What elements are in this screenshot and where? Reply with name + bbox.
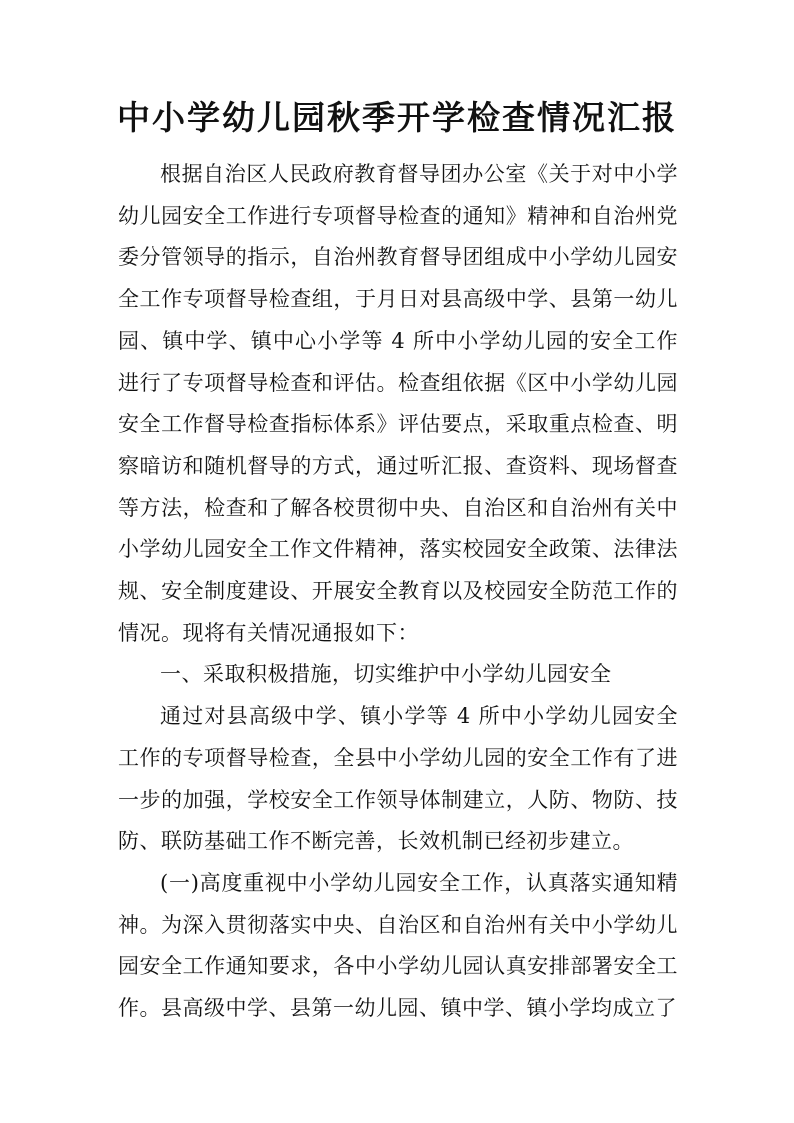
body-paragraph-summary: 通过对县高级中学、镇小学等 4 所中小学幼儿园安全工作的专项督导检查，全县中小学幼儿园的安全工作有了进一步的加强，学校安全工作领导体制建立，人防、物防、技防、联防基础工作不断完善，长效机制已经初步建立。	[118, 704, 678, 854]
section-heading-1: 一、采取积极措施，切实维护中小学幼儿园安全	[160, 662, 612, 687]
document-body	[118, 154, 678, 1030]
document-title: 中小学幼儿园秋季开学检查情况汇报	[117, 98, 677, 137]
body-paragraph-intro: 根据自治区人民政府教育督导团办公室《关于对中小学幼儿园安全工作进行专项督导检查的通知》精神和自治州党委分管领导的指示，自治州教育督导团组成中小学幼儿园安全工作专项督导检查组，于月日对县高级中学、县第一幼儿园、镇中学、镇中心小学等 4 所中小学幼儿园的安全工作进行了专项督导检查和评估。检查组依据《区中小学幼儿园安全工作督导检查指标体系》评估要点，采取重点检查、明察暗访和随机督导的方式，通过听汇报、查资料、现场督查等方法，检查和了解各校贯彻中央、自治区和自治州有关中小学幼儿园安全工作文件精神，落实校园安全政策、法律法规、安全制度建设、开展安全教育以及校园安全防范工作的情况。现将有关情况通报如下：	[118, 162, 678, 645]
body-paragraph-subsection-1: (一)高度重视中小学幼儿园安全工作，认真落实通知精神。为深入贯彻落实中央、自治区和自治州有关中小学幼儿园安全工作通知要求，各中小学幼儿园认真安排部署安全工作。县高级中学、县第一幼儿园、镇中学、镇小学均成立了	[118, 870, 678, 1021]
